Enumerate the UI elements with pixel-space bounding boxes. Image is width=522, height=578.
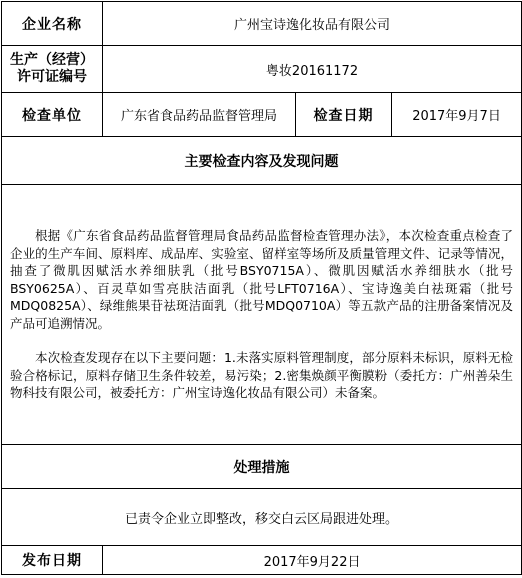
findings-body-row <box>2 185 522 445</box>
license-row <box>2 46 522 93</box>
publish-label: 发布日期 <box>2 546 103 575</box>
measures-value: 已责令企业立即整改，移交白云区局跟进处理。 <box>2 489 522 546</box>
inspection-date-label: 检查日期 <box>296 93 392 137</box>
findings-body <box>2 185 522 445</box>
findings-heading-row <box>2 137 522 185</box>
license-label-line1: 生产（经营） <box>10 52 94 68</box>
inspection-date-value: 2017年9月7日 <box>392 93 522 137</box>
inspection-unit-label: 检查单位 <box>2 93 103 137</box>
inspection-unit-value: 广东省食品药品监督管理局 <box>103 93 296 137</box>
publish-row <box>2 546 522 575</box>
measures-heading: 处理措施 <box>2 445 522 489</box>
measures-body-row <box>2 489 522 546</box>
company-row <box>2 2 522 46</box>
findings-paragraph-2: 本次检查发现存在以下主要问题：1.未落实原料管理制度，部分原料未标识，原料无检验合格标记，原料存储卫生条件较差，易污染；2.密集焕颜平衡膜粉（委托方：广州善朵生物科技有限公司，被委托方：广州宝诗逸化妆品有限公司）未备案。 <box>10 350 514 401</box>
license-value: 粤妆20161172 <box>103 46 522 93</box>
publish-value: 2017年9月22日 <box>103 546 522 575</box>
findings-paragraph-1: 根据《广东省食品药品监督管理局食品药品监督检查管理办法》，本次检查重点检查了企业的生产车间、原料库、成品库、实验室、留样室等场所及质量管理文件、记录等情况，抽查了微肌因赋活水养细肤乳（批号BSY0715A）、微肌因赋活水养细肤水（批号BSY0625A）、百灵草如雪亮肤洁面乳（批号LFT0716A）、宝诗逸美白祛斑霜（批号MDQ0825A）、绿维熊果苷祛斑洁面乳（批号MDQ0710A）等五款产品的注册备案情况及产品可追溯情况。 <box>10 228 514 331</box>
inspection-notice-document <box>1 1 521 576</box>
company-value: 广州宝诗逸化妆品有限公司 <box>103 2 522 46</box>
inspection-row <box>2 93 522 137</box>
findings-heading: 主要检查内容及发现问题 <box>2 137 522 185</box>
license-label <box>2 46 103 93</box>
measures-heading-row <box>2 445 522 489</box>
license-label-line2: 许可证编号 <box>17 69 87 85</box>
company-label: 企业名称 <box>2 2 103 46</box>
inspection-table <box>1 1 522 575</box>
